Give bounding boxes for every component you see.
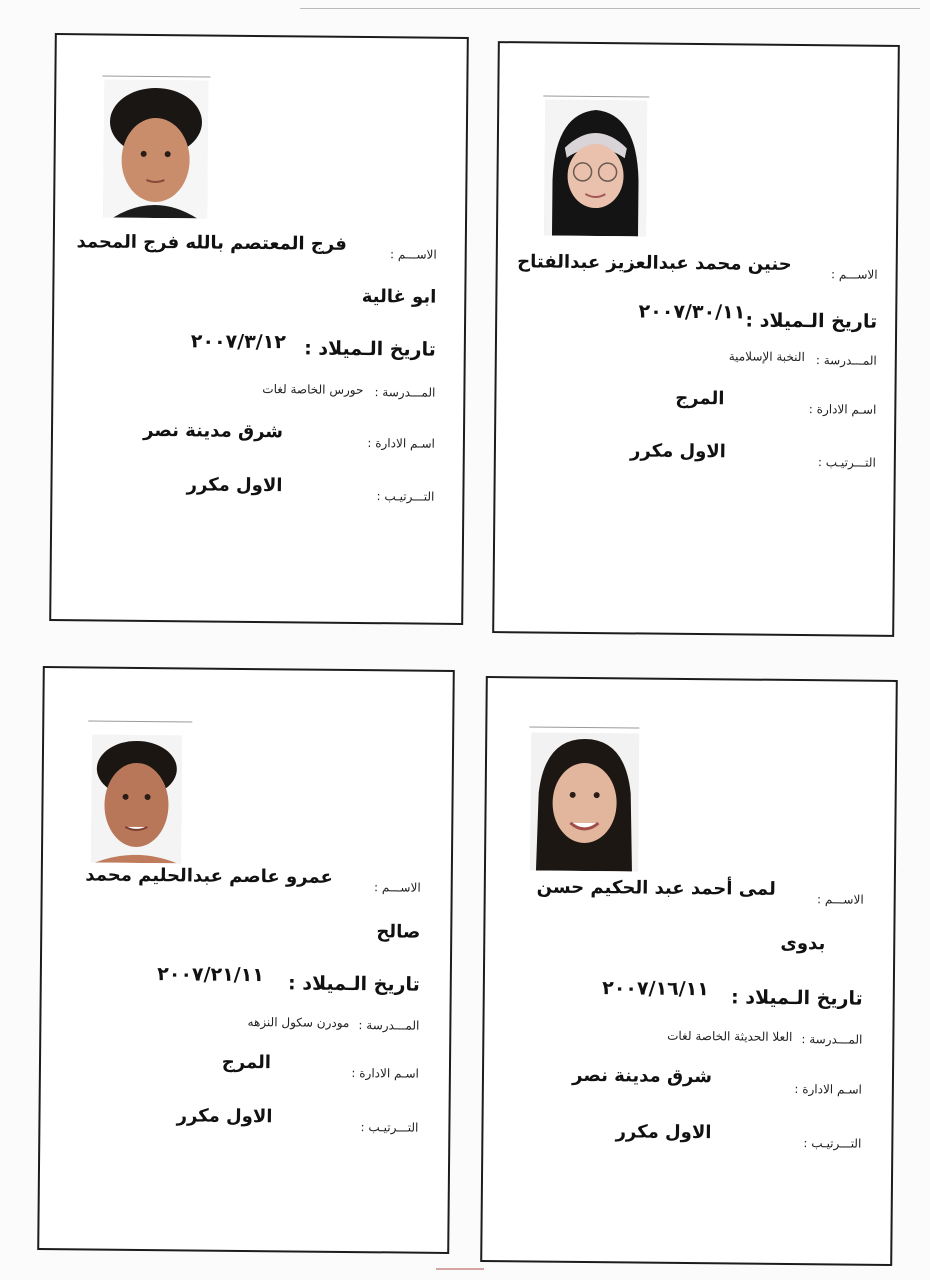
student-name-line1: لمى أحمد عبد الحكيم حسن [536,876,776,900]
photo-top-line [543,96,649,98]
school-value: مودرن سكول النزهه [247,1015,350,1030]
admin-label: اسـم الادارة : [794,1082,862,1097]
school-value: العلا الحديثة الخاصة لغات [667,1028,793,1044]
student-portrait-image [530,732,639,871]
school-label: المـــدرسة : [815,353,877,368]
rank-value: الاول مكرر [176,1105,273,1128]
student-card-haneen [492,41,900,637]
rank-label: التـــرتيـب : [817,455,876,470]
student-name-line1: فرج المعتصم بالله فرج المحمد [76,231,347,255]
admin-value: المرج [675,387,725,410]
school-label: المـــدرسة : [801,1032,863,1047]
student-name-line2: ابو غالية [361,285,437,308]
name-label: الاســـم : [817,892,864,907]
dob-value: ٢٠٠٧/٣/١٢ [190,330,286,354]
dob-value: ٢٠٠٧/٣٠/١١ [638,300,746,324]
student-card-lama [480,676,898,1266]
photo-top-line [88,720,192,722]
student-photo [103,80,208,219]
admin-value: المرج [221,1051,272,1074]
rank-value: الاول مكرر [615,1121,712,1144]
student-photo [544,100,647,237]
dob-value: ٢٠٠٧/٢١/١١ [157,963,264,987]
student-card-amr [37,666,455,1254]
school-value: النخبة الإسلامية [728,349,805,365]
school-label: المـــدرسة : [374,385,436,400]
photo-top-line [529,726,639,728]
rank-label: التـــرتيـب : [376,489,435,504]
rank-value: الاول مكرر [629,440,727,463]
school-label: المـــدرسة : [358,1018,420,1033]
student-portrait-image [544,100,647,237]
student-name-line1: عمرو عاصم عبدالحليم محمد [85,864,333,888]
student-portrait-image [91,735,182,864]
school-value: حورس الخاصة لغات [262,382,364,398]
student-name-line2: صالح [376,921,421,943]
name-label: الاســـم : [390,247,437,262]
admin-value: شرق مدينة نصر [572,1064,713,1088]
page-bottom-mark [436,1268,484,1270]
rank-label: التـــرتيـب : [360,1120,419,1135]
student-card-farag [49,33,469,625]
dob-label: تاريخ الـميلاد : [304,337,436,361]
student-name-line1: حنين محمد عبدالعزيز عبدالفتاح [517,251,792,275]
dob-label: تاريخ الـميلاد : [745,309,878,333]
student-name-line2: بدوى [780,932,826,955]
admin-value: شرق مدينة نصر [143,419,284,443]
admin-label: اسـم الادارة : [808,402,877,417]
name-label: الاســـم : [374,880,421,895]
page-top-edge [300,8,920,9]
student-photo [530,732,639,871]
dob-label: تاريخ الـميلاد : [730,986,863,1010]
name-label: الاســـم : [830,267,878,282]
admin-label: اسـم الادارة : [367,436,435,451]
rank-value: الاول مكرر [186,474,283,497]
student-photo [91,735,182,864]
dob-label: تاريخ الـميلاد : [287,972,420,996]
admin-label: اسـم الادارة : [351,1066,419,1081]
rank-label: التـــرتيـب : [803,1136,862,1151]
student-portrait-image [103,80,208,219]
dob-value: ٢٠٠٧/١٦/١١ [602,977,709,1001]
photo-top-line [102,75,210,77]
